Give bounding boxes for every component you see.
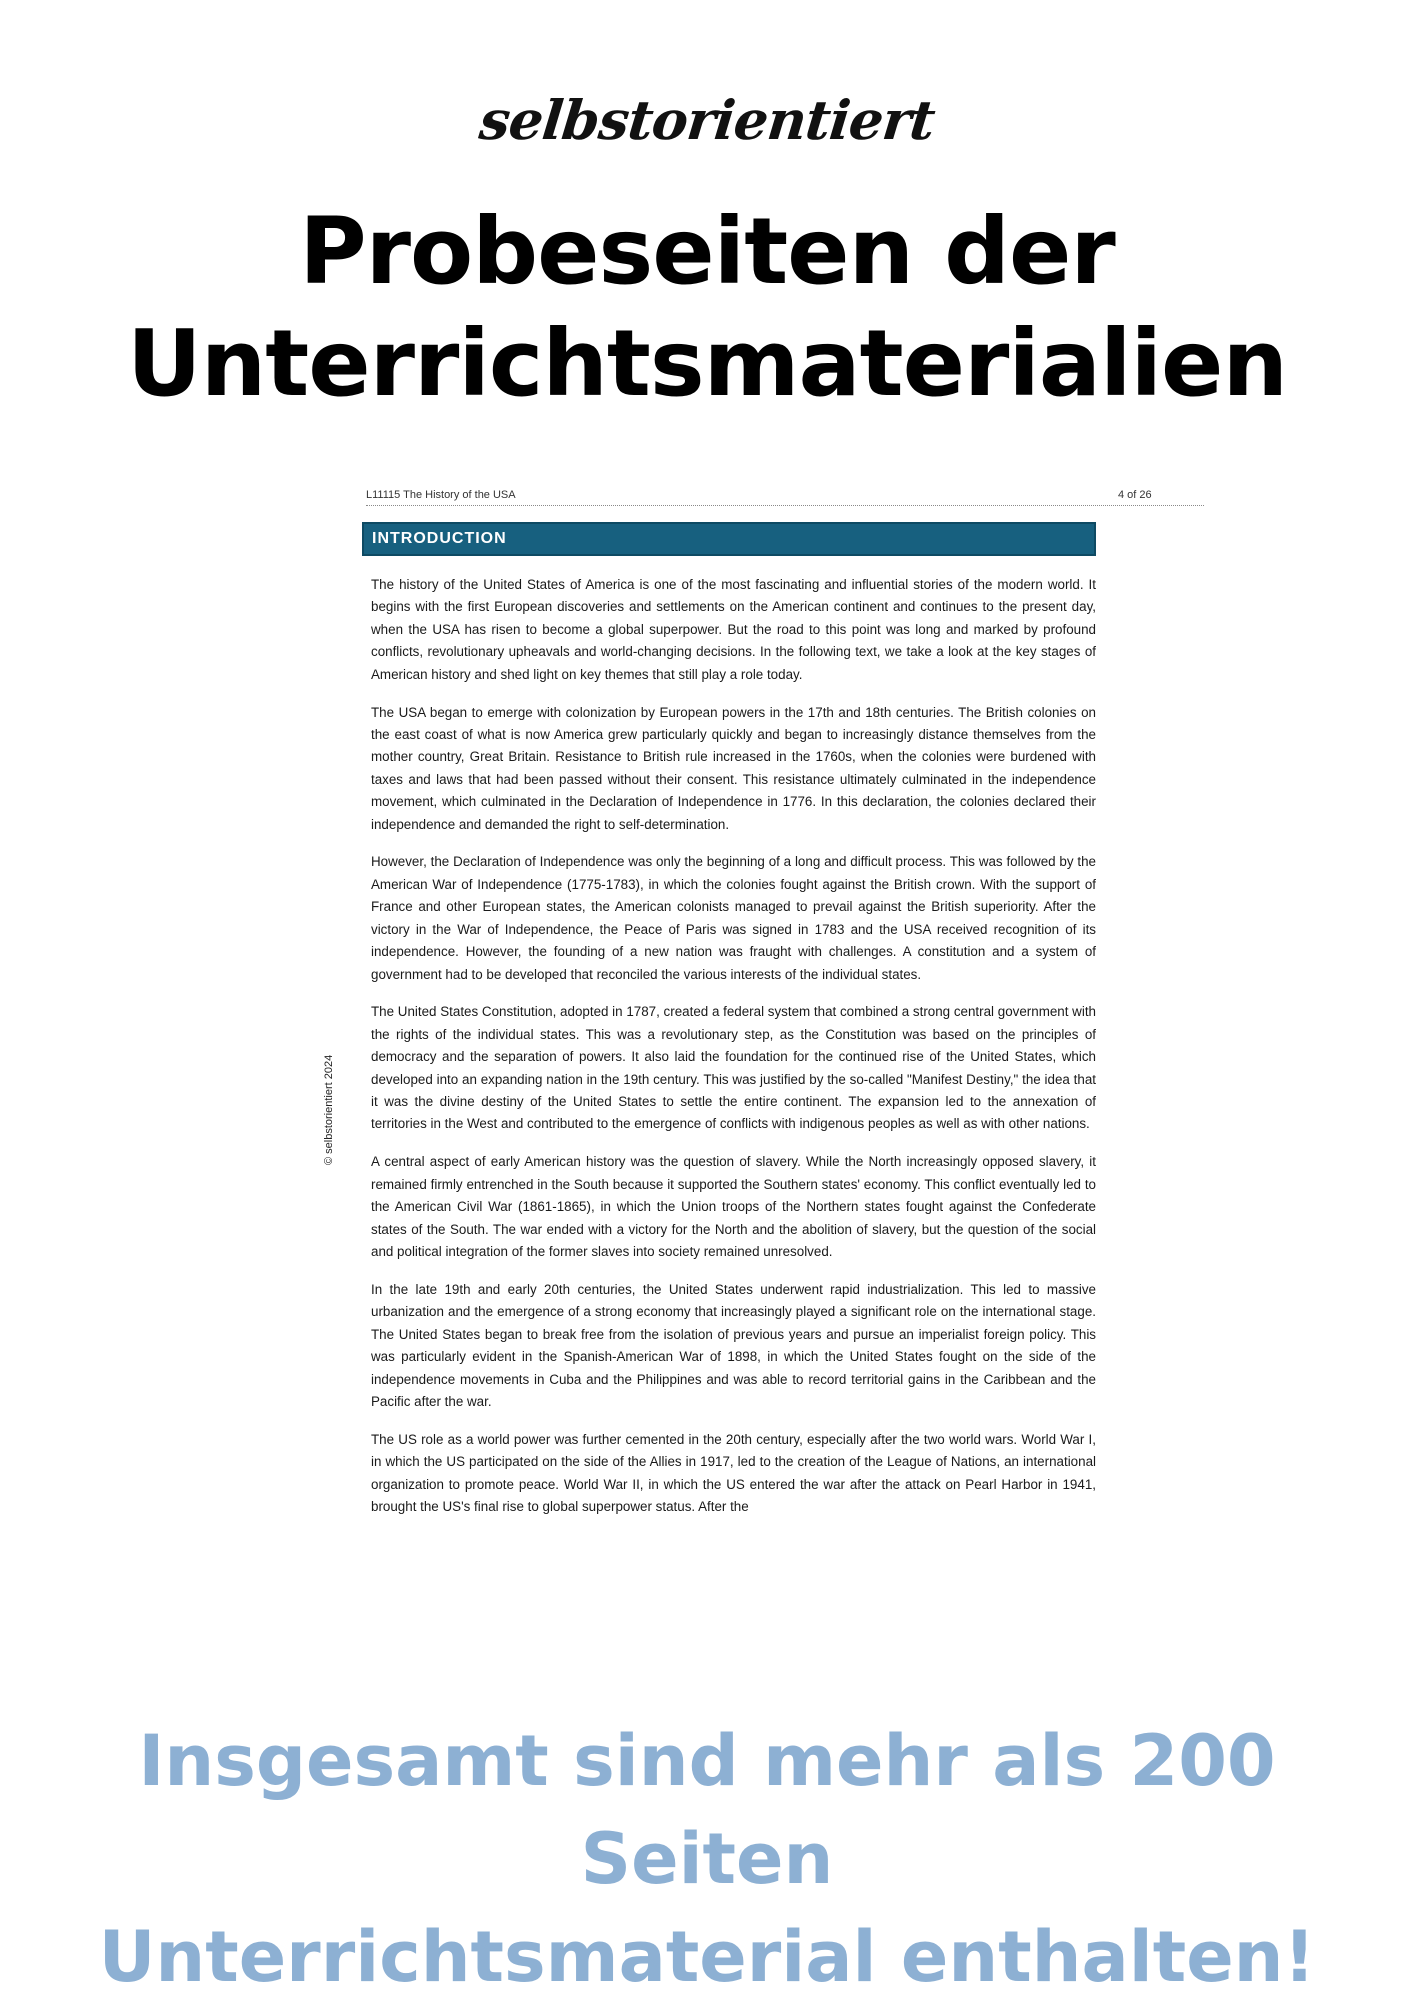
- paragraph: In the late 19th and early 20th centuries, the United States underwent rapid industrialization. This led to massive urbanization and the emergence of a strong economy that increasingly played a significant role on the international stage. The United States began to break free from the isolation of previous years and pursue an imperialist foreign policy. This was particularly evident in the Spanish-American War of 1898, in which the United States fought on the side of the independence movements in Cuba and the Philippines and was able to record territorial gains in the Caribbean and the Pacific after the war.: [371, 1281, 1096, 1409]
- brand-logo: selbstorientiert: [476, 88, 938, 152]
- promo-banner: [0, 1712, 1414, 2006]
- page-number: 4 of 26: [1118, 489, 1152, 501]
- promo-banner-line-1: Insgesamt sind mehr als 200 Seiten: [138, 1720, 1276, 1900]
- page-title: [0, 196, 1414, 420]
- paragraph: A central aspect of early American history was the question of slavery. While the North increasingly opposed slavery, it remained firmly entrenched in the South because it supported the Southern states' economy. This conflict eventually led to the American Civil War (1861-1865), in which the Union troops of the Northern states fought against the Confederate states of the South. The war ended with a victory for the North and the abolition of slavery, but the question of the social and political integration of the former slaves into society remained unresolved.: [371, 1154, 1096, 1259]
- document-header: [366, 488, 1204, 506]
- document-body: [371, 574, 1096, 1534]
- document-id: L11115 The History of the USA: [366, 489, 516, 501]
- paragraph: The United States Constitution, adopted in 1787, created a federal system that combined a strong central government with the rights of the individual states. This was a revolutionary step, as the Constitution was based on the principles of democracy and the separation of powers. It also laid the foundation for the continued rise of the United States, which developed into an expanding nation in the 19th century. This was justified by the so-called "Manifest Destiny," the idea that it was the divine destiny of the United States to settle the entire continent. The expansion led to the annexation of territories in the West and contributed to the emergence of conflicts with indigenous peoples as well as with other nations.: [371, 1004, 1096, 1132]
- paragraph: However, the Declaration of Independence was only the beginning of a long and difficult process. This was followed by the American War of Independence (1775-1783), in which the colonies fought against the British crown. With the support of France and other European states, the American colonists managed to prevail against the British superiority. After the victory in the War of Independence, the Peace of Paris was signed in 1783 and the USA received recognition of its independence. However, the founding of a new nation was fraught with challenges. A constitution and a system of government had to be developed that reconciled the various interests of the individual states.: [371, 854, 1096, 982]
- paragraph: The USA began to emerge with colonization by European powers in the 17th and 18th centuries. The British colonies on the east coast of what is now America grew particularly quickly and began to increasingly distance themselves from the mother country, Great Britain. Resistance to British rule increased in the 1760s, when the colonies were burdened with taxes and laws that had been passed without their consent. This resistance ultimately culminated in the independence movement, which culminated in the Declaration of Independence in 1776. In this declaration, the colonies declared their independence and demanded the right to self-determination.: [371, 704, 1096, 832]
- section-heading: INTRODUCTION: [362, 522, 1096, 556]
- paragraph: The US role as a world power was further cemented in the 20th century, especially after the two world wars. World War I, in which the US participated on the side of the Allies in 1917, led to the creation of the League of Nations, an international organization to promote peace. World War II, in which the US entered the war after the attack on Pearl Harbor in 1941, brought the US's final rise to global superpower status. After the: [371, 1431, 1096, 1515]
- page-title-line-1: Probeseiten der: [299, 198, 1115, 305]
- page-title-line-2: Unterrichtsmaterialien: [127, 310, 1287, 417]
- copyright-notice: © selbstorientiert 2024: [323, 1054, 335, 1165]
- promo-banner-line-2: Unterrichtsmaterial enthalten!: [98, 1916, 1316, 1998]
- paragraph: The history of the United States of America is one of the most fascinating and influential stories of the modern world. It begins with the first European discoveries and settlements on the American continent and continues to the present day, when the USA has risen to become a global superpower. But the road to this point was long and marked by profound conflicts, revolutionary upheavals and world-changing decisions. In the following text, we take a look at the key stages of American history and shed light on key themes that still play a role today.: [371, 577, 1096, 682]
